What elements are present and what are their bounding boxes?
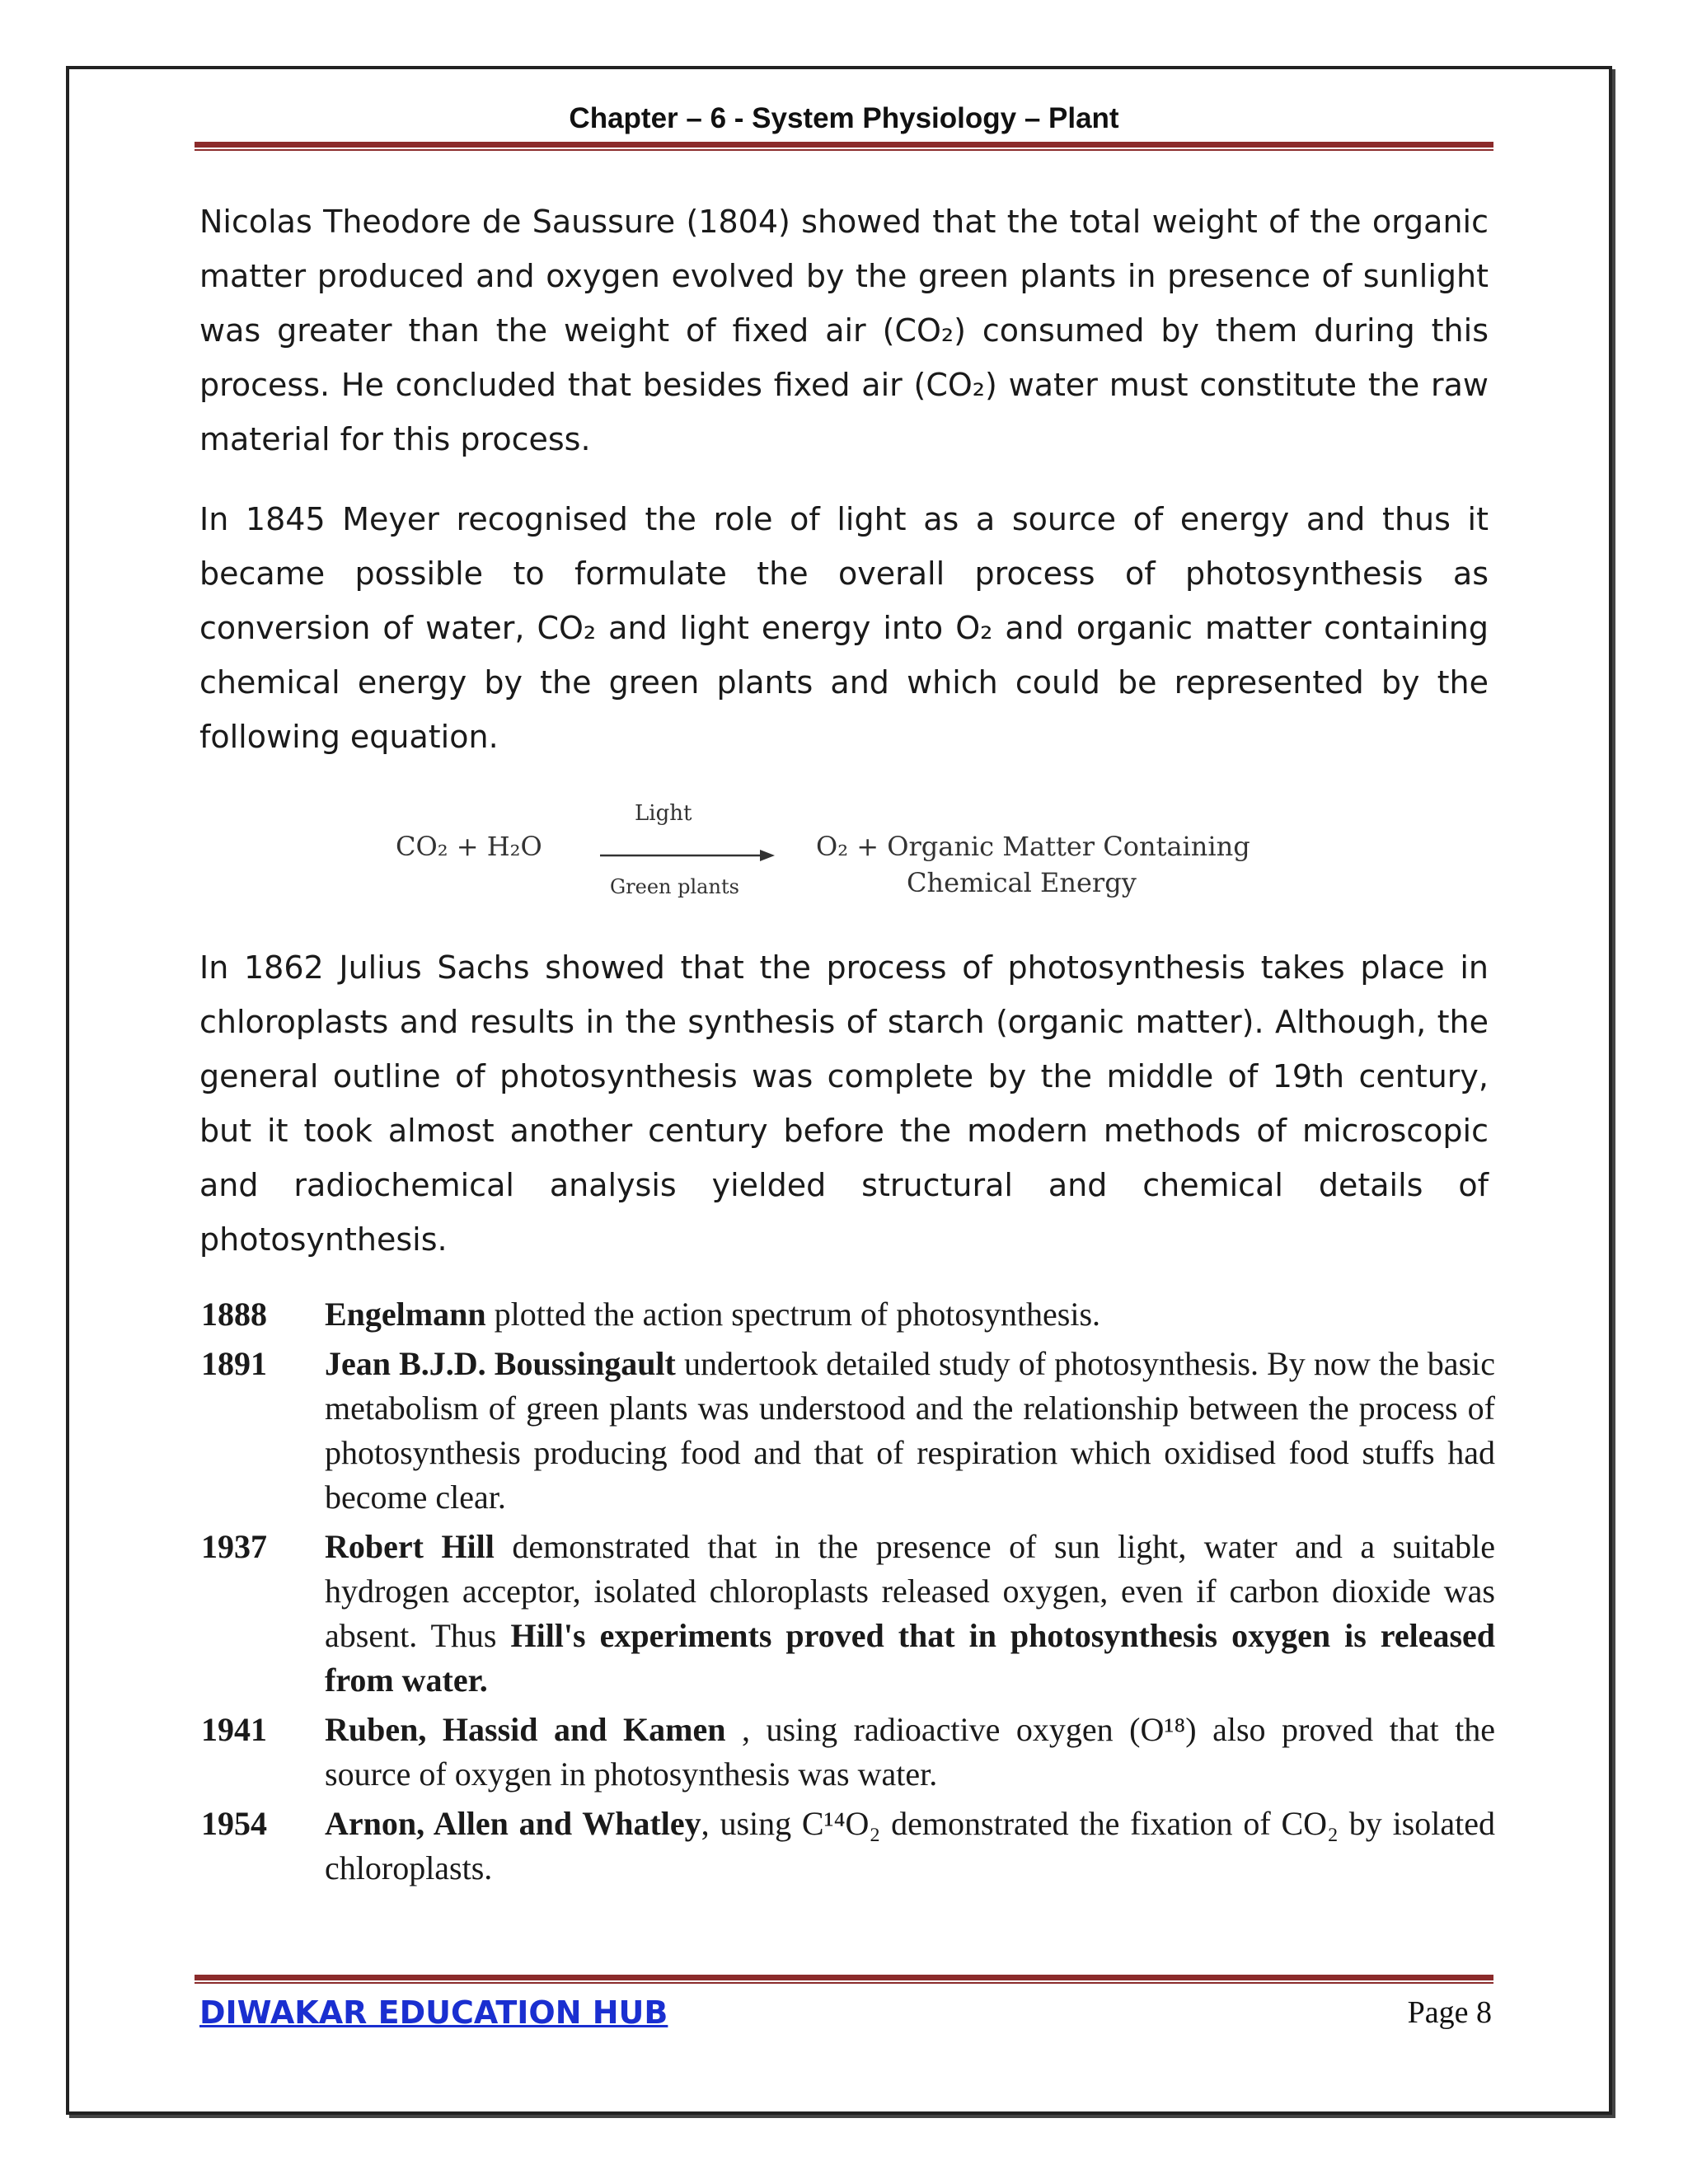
equation-below-arrow: Green plants (610, 875, 739, 898)
timeline-text: , using C¹⁴O₂ demonstrated the fixation of CO₂ by isolated chloroplasts. (325, 1805, 1495, 1886)
paragraph-saussure: Nicolas Theodore de Saussure (1804) showed that the total weight of the organic matter produced and oxygen evolved by the green plants in presence of sunlight was greater than the weight of fixed air (CO₂) consumed by them during this process. He concluded that besides fixed air (CO₂) water must constitute the raw material for this process. (199, 204, 1489, 457)
equation-products: O₂ + Organic Matter Containing (816, 831, 1250, 862)
page-title: Chapter – 6 - System Physiology – Plant (569, 102, 1119, 134)
photosynthesis-equation (387, 783, 1335, 915)
timeline-year: 1941 (201, 1711, 267, 1748)
timeline-text: plotted the action spectrum of photosynthesis. (485, 1296, 1101, 1333)
timeline-name: Ruben, Hassid and Kamen (325, 1711, 726, 1748)
timeline-name: Arnon, Allen and Whatley (325, 1805, 701, 1842)
page-number: Page 8 (1407, 1995, 1492, 2030)
header-divider (195, 142, 1493, 151)
footer-divider (195, 1975, 1493, 1984)
timeline-year: 1937 (201, 1528, 267, 1565)
equation-reactants: CO₂ + H₂O (396, 831, 542, 862)
timeline-year: 1891 (201, 1345, 267, 1382)
timeline-year: 1954 (201, 1805, 267, 1842)
reaction-arrow-icon (600, 847, 775, 864)
timeline-name: Robert Hill (325, 1528, 495, 1565)
timeline-text: undertook detailed study of photosynthesis. By now the basic metabolism of green plants was understood and the relationship between the process of photosynthesis producing food and that of respiration which oxidised food stuffs had become clear. (325, 1345, 1495, 1516)
timeline-entry (201, 1708, 1495, 1797)
history-timeline (201, 1292, 1495, 1896)
timeline-entry (201, 1292, 1495, 1337)
timeline-text: demonstrated that in the presence of sun light, water and a suitable hydrogen acceptor, isolated chloroplasts released oxygen, even if carbon dioxide was absent. Thus (325, 1528, 1496, 1654)
footer-brand-link[interactable]: DIWAKAR EDUCATION HUB (199, 1994, 668, 2031)
equation-above-arrow: Light (635, 801, 692, 826)
timeline-name: Engelmann (325, 1296, 486, 1333)
timeline-entry (201, 1342, 1495, 1520)
timeline-text: , using radioactive oxygen (O¹⁸) also proved that the source of oxygen in photosynthesis was water. (325, 1711, 1495, 1793)
timeline-entry (201, 1802, 1495, 1891)
timeline-conclusion: Hill's experiments proved that in photosynthesis oxygen is released from water. (325, 1617, 1496, 1699)
timeline-year: 1888 (201, 1296, 267, 1333)
paragraph-meyer: In 1845 Meyer recognised the role of light as a source of energy and thus it became possible to formulate the overall process of photosynthesis as conversion of water, CO₂ and light energy into O₂ and organic matter containing chemical energy by the green plants and which could be represented by the following equation. (199, 501, 1489, 755)
paragraph-sachs: In 1862 Julius Sachs showed that the process of photosynthesis takes place in chloroplasts and results in the synthesis of starch (organic matter). Although, the general outline of photosynthesis was complete by the middle of 19th century, but it took almost another century before the modern methods of microscopic and radiochemical analysis yielded structural and chemical details of photosynthesis. (199, 949, 1489, 1258)
equation-products-cont: Chemical Energy (907, 867, 1137, 898)
timeline-name: Jean B.J.D. Boussingault (325, 1345, 676, 1382)
timeline-entry (201, 1525, 1495, 1703)
